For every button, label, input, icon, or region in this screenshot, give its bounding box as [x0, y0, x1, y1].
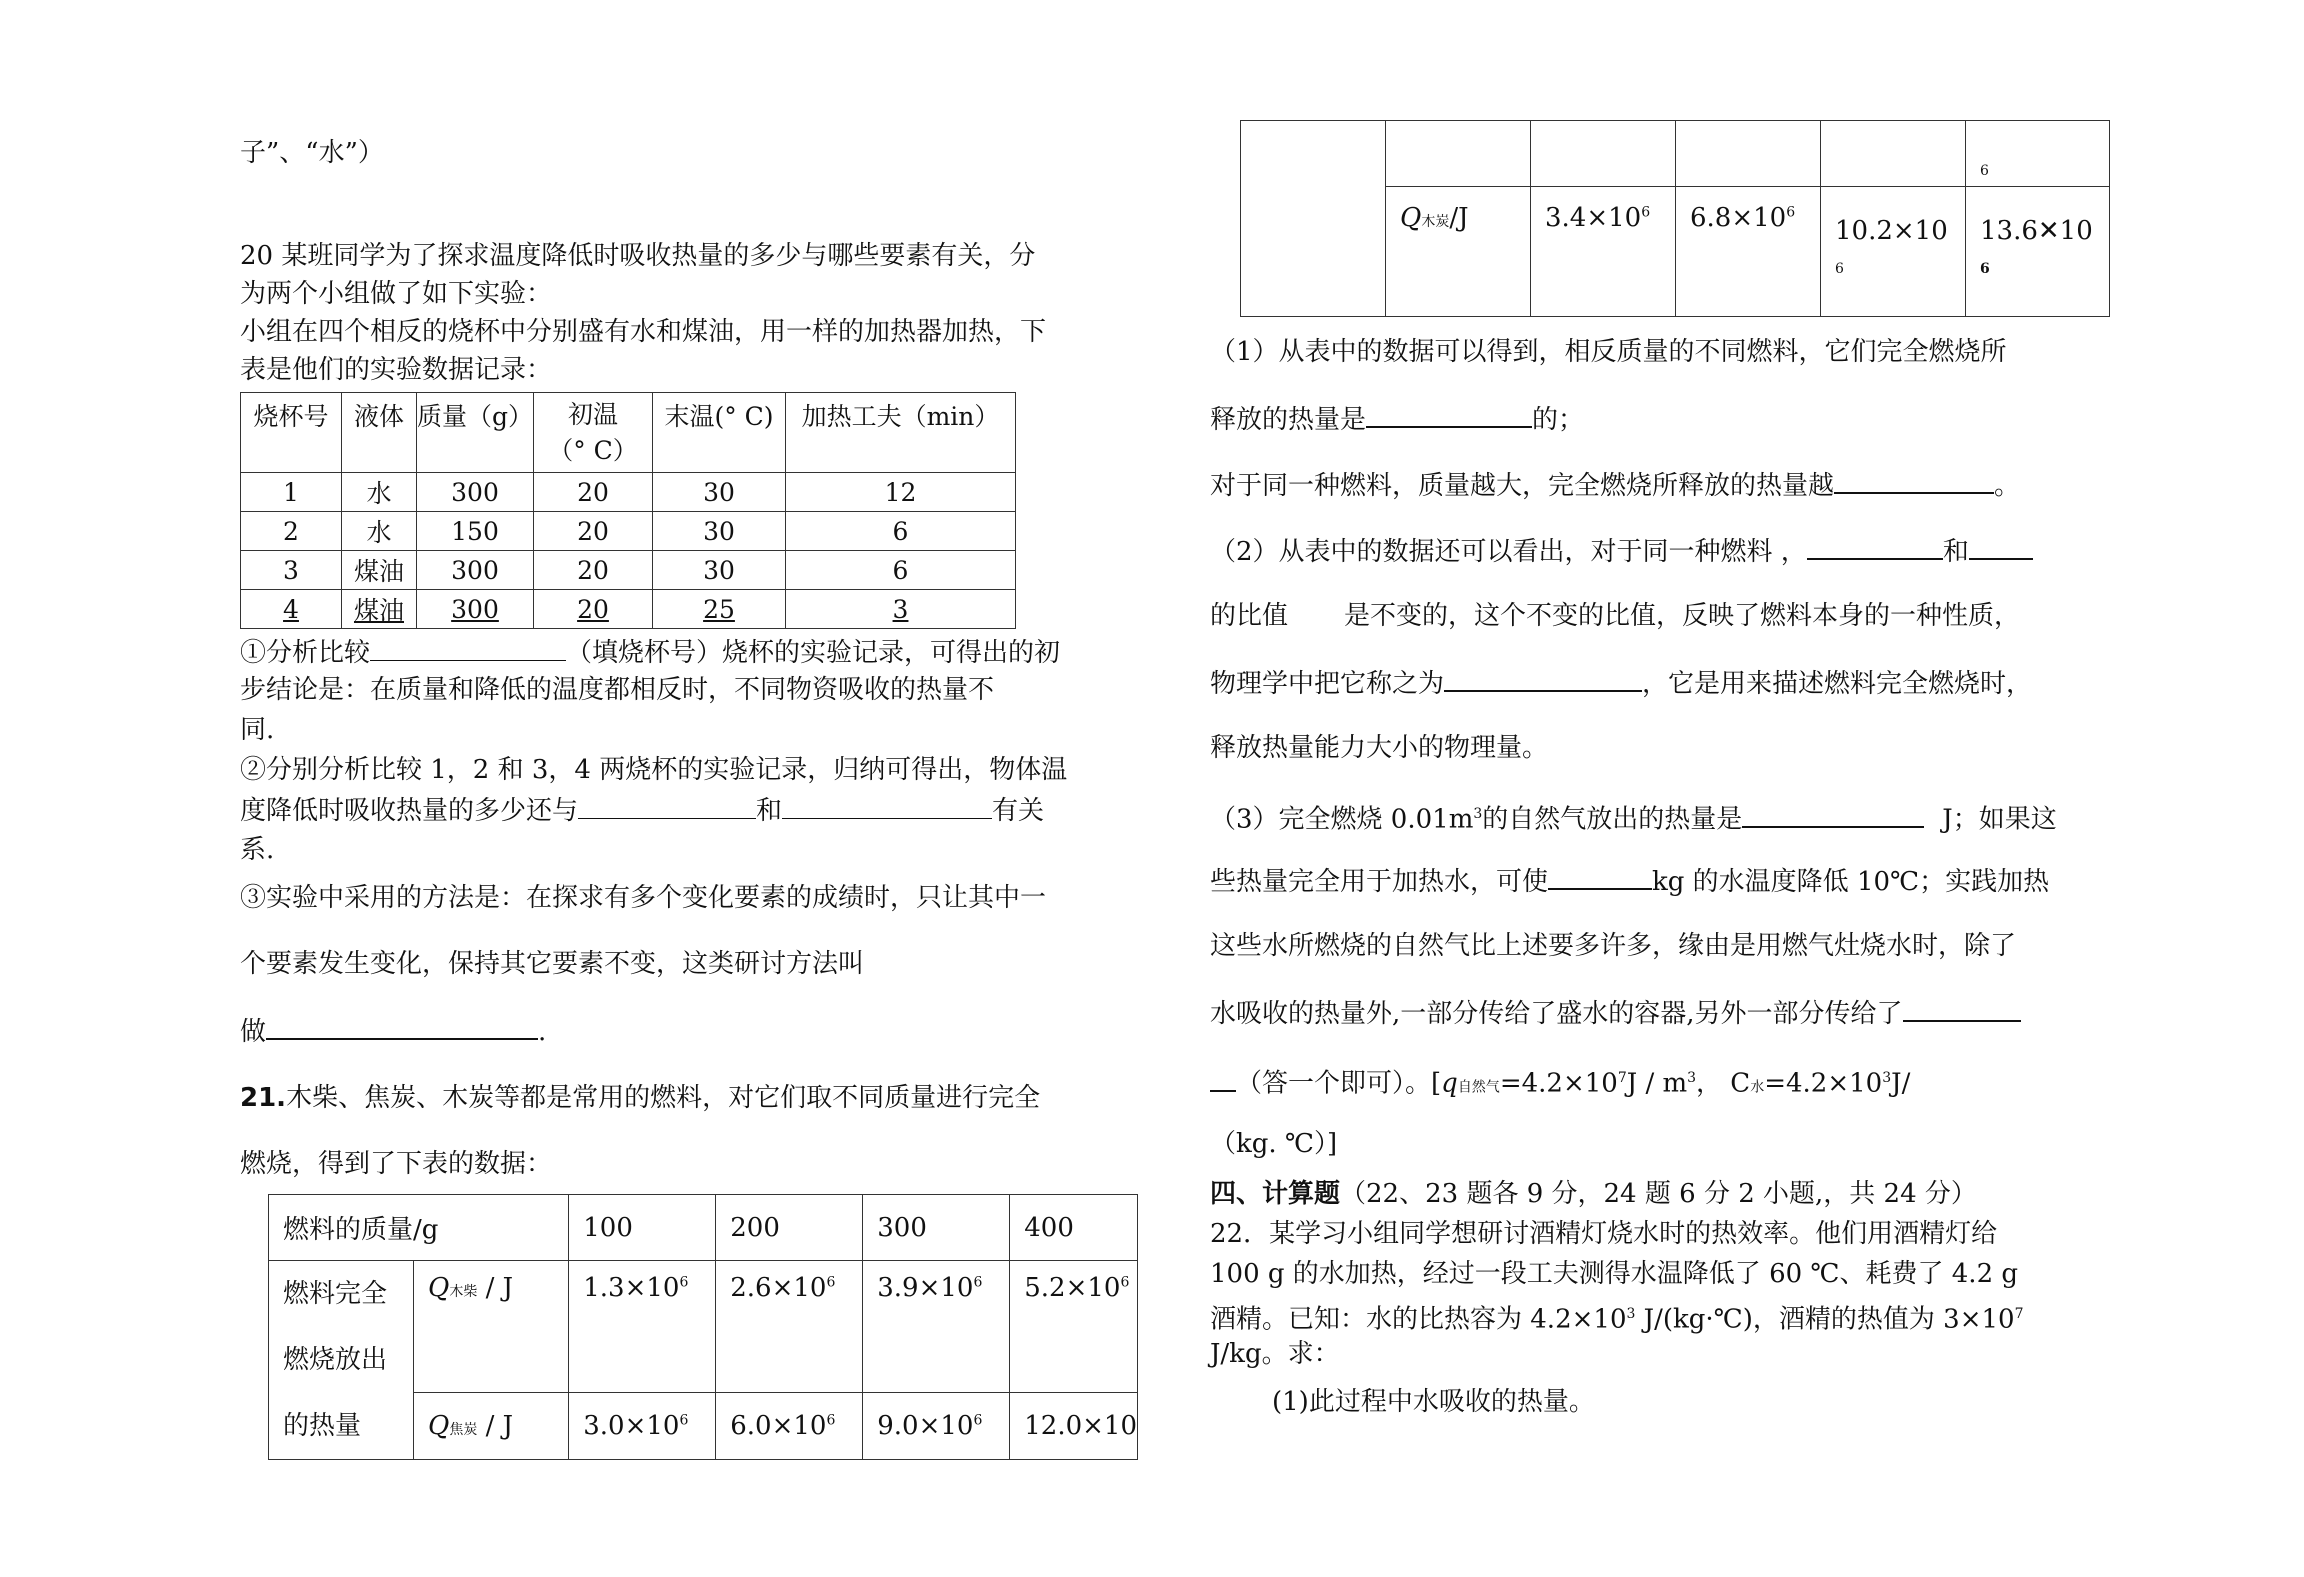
- s3-line6: （kg. ℃）]: [1210, 1129, 1338, 1159]
- s3-text-l: =4.2×10: [1764, 1068, 1883, 1099]
- p2-text-c: 和: [756, 796, 783, 826]
- cell: 2: [241, 512, 342, 551]
- q-unit: / J: [485, 1273, 514, 1303]
- coke-value: [569, 1392, 716, 1459]
- table-row: [241, 512, 1016, 551]
- s3-text-j: J / m: [1626, 1068, 1688, 1099]
- charcoal-value: [1821, 187, 1966, 317]
- mass-value: 400: [1010, 1195, 1138, 1261]
- answer-blank[interactable]: [782, 792, 992, 819]
- p3-text-c: 做: [240, 1017, 267, 1047]
- side-label-line: 燃料完全: [283, 1279, 388, 1309]
- s2-text-a: （2）从表中的数据还可以看出，对于同一种燃料 ，: [1210, 537, 1807, 567]
- value-text: 9.0×10: [877, 1410, 974, 1441]
- wood-value: [1010, 1261, 1138, 1393]
- cell: 4: [241, 590, 342, 629]
- superscript: 7: [2014, 1306, 2024, 1322]
- section4-heading: [1210, 1176, 1977, 1212]
- q20-desc-line1: 小组在四个相反的烧杯中分别盛有水和煤油，用一样的加热器加热，下: [240, 317, 1047, 347]
- p2-text-d: 有关: [992, 796, 1045, 826]
- s3-text-k: ， C: [1696, 1068, 1751, 1099]
- s3-text-d: 些热量完全用于加热水，可使: [1210, 867, 1549, 897]
- superscript: 3: [1882, 1070, 1892, 1086]
- q21-line1: [240, 1080, 1040, 1116]
- charcoal-value: [1676, 187, 1821, 317]
- q-unit: /J: [1449, 203, 1469, 233]
- empty-cell: [1386, 121, 1531, 187]
- value-text: 3.4×10: [1545, 203, 1642, 233]
- cell: 20: [534, 473, 653, 512]
- section4-note: （22、23 题各 9 分，24 题 6 分 2 小题,，共 24 分）: [1340, 1179, 1977, 1209]
- s3-line5: [1210, 1060, 1910, 1106]
- top-fragment: 子”、“水”）: [240, 138, 384, 168]
- s1-text-b: 释放的热量是: [1210, 405, 1367, 435]
- q21-fuel-table: [268, 1194, 1138, 1460]
- cell: 煤油: [342, 551, 417, 590]
- th-cup: 烧杯号: [241, 393, 342, 473]
- s2-text-f: ，它是用来描述燃料完全燃烧时，: [1642, 669, 2033, 699]
- q20-p1-line3: 同.: [240, 715, 275, 745]
- value-text: 3.9×10: [877, 1273, 974, 1303]
- answer-blank[interactable]: [1834, 466, 1994, 494]
- exponent: 6: [1120, 1274, 1130, 1291]
- q21-text1: 木柴、焦炭、木炭等都是常用的燃料，对它们取不同质量进行完全: [286, 1083, 1041, 1113]
- section4-title: 四、计算题: [1210, 1179, 1341, 1209]
- p1-text-b: （填烧杯号）烧杯的实验记录，可得出的初: [566, 638, 1061, 668]
- exponent: 6: [973, 1412, 983, 1429]
- value-text: 5.2×10: [1024, 1273, 1121, 1303]
- cell: 煤油: [342, 590, 417, 629]
- s3-text-i: =4.2×10: [1499, 1068, 1618, 1099]
- cell: 300: [417, 551, 534, 590]
- value-text: 1.3×10: [583, 1273, 680, 1303]
- q-unit: / J: [485, 1410, 514, 1441]
- subscript: 水: [1750, 1079, 1765, 1096]
- coke-value: [863, 1392, 1010, 1459]
- s1-line3: [1210, 466, 2020, 504]
- s1-text-c: 的；: [1532, 405, 1585, 435]
- value-text: 2.6×10: [730, 1273, 827, 1303]
- cell: 1: [241, 473, 342, 512]
- answer-blank[interactable]: [1444, 664, 1642, 692]
- mass-value: 300: [863, 1195, 1010, 1261]
- value-text: 13.6✕10: [1980, 216, 2093, 246]
- q-subscript: 木炭: [1421, 214, 1450, 230]
- th-init-temp-label: 初温: [567, 400, 618, 429]
- cell: 6: [786, 512, 1016, 551]
- cell: 3: [241, 551, 342, 590]
- mass-label: 燃料的质量/g: [269, 1195, 569, 1261]
- q20-p3-line2: 个要素发生变化，保持其它要素不变，这类研讨方法叫: [240, 949, 865, 979]
- q-subscript: 木柴: [449, 1284, 478, 1300]
- cell: 20: [534, 590, 653, 629]
- s1-line2: [1210, 400, 1584, 438]
- cell: 150: [417, 512, 534, 551]
- q20-intro-line2: 为两个小组做了如下实验：: [240, 279, 553, 309]
- answer-blank[interactable]: [578, 792, 756, 819]
- value-text: 6.0×10: [730, 1410, 827, 1441]
- q21-line2: 燃烧，得到了下表的数据：: [240, 1149, 553, 1179]
- side-label: [269, 1261, 414, 1460]
- s1-text-e: 。: [1994, 471, 2021, 501]
- exponent: 6: [679, 1412, 689, 1429]
- q20-p2-line3: 系.: [240, 835, 275, 865]
- table-row: [241, 551, 1016, 590]
- s3-text-g: 水吸收的热量外,一部分传给了盛水的容器,另外一部分传给了: [1210, 999, 1903, 1029]
- q-subscript: 自然气: [1457, 1079, 1500, 1096]
- s2-text-d: 是不变的，这个不变的比值，反映了燃料本身的一种性质，: [1344, 601, 2021, 631]
- answer-blank[interactable]: [1969, 532, 2033, 560]
- s3-text-c: J；如果这: [1942, 804, 2057, 835]
- q20-p2-line2: [240, 792, 1044, 829]
- q-coke-label: [414, 1392, 569, 1459]
- exponent: 6: [1786, 204, 1796, 221]
- table-row: [241, 473, 1016, 512]
- cell: 30: [653, 551, 786, 590]
- q-symbol: Q: [428, 1410, 450, 1441]
- exponent: 6: [826, 1412, 836, 1429]
- answer-blank[interactable]: [1210, 1064, 1236, 1092]
- cell: 3: [786, 590, 1016, 629]
- q22-text-d: J/(kg·℃)，酒精的热值为 3×10: [1635, 1304, 2015, 1335]
- s3-text-m: J/: [1891, 1068, 1911, 1099]
- q21-number: 21.: [240, 1083, 287, 1113]
- cell: 30: [653, 473, 786, 512]
- wood-value: [863, 1261, 1010, 1393]
- p2-text-b: 度降低时吸收热量的多少还与: [240, 796, 579, 826]
- exponent: 6: [826, 1274, 836, 1291]
- s2-text-e: 物理学中把它称之为: [1210, 669, 1445, 699]
- exponent: 6: [973, 1274, 983, 1291]
- coke-value: 12.0×10: [1010, 1392, 1138, 1459]
- cell: 6: [786, 551, 1016, 590]
- p3-text-d: .: [538, 1017, 547, 1047]
- empty-cell: [1531, 121, 1676, 187]
- th-heat-time: 加热工夫（min）: [786, 393, 1016, 473]
- th-final-temp: 末温(° C): [653, 393, 786, 473]
- q-symbol: Q: [1400, 203, 1422, 233]
- th-liquid: 液体: [342, 393, 417, 473]
- side-label-line: 的热量: [283, 1411, 362, 1441]
- cell: 30: [653, 512, 786, 551]
- superscript: 7: [1617, 1070, 1627, 1086]
- q22-text-c: 酒精。已知：水的比热容为 4.2×10: [1210, 1304, 1627, 1335]
- answer-blank[interactable]: [1548, 862, 1652, 890]
- superscript: 3: [1626, 1306, 1636, 1322]
- th-mass: 质量（g）: [417, 393, 534, 473]
- side-label-line: 燃烧放出: [283, 1345, 388, 1375]
- q20-p1-line2: 步结论是：在质量和降低的温度都相反时，不同物资吸收的热量不: [240, 675, 995, 705]
- empty-cell: [1676, 121, 1821, 187]
- cell: 水: [342, 473, 417, 512]
- q20-p3-line3: [240, 1012, 546, 1050]
- empty-cell: [1821, 121, 1966, 187]
- q-symbol: Q: [428, 1273, 450, 1303]
- exponent: 6: [679, 1274, 689, 1291]
- answer-blank[interactable]: [266, 1012, 538, 1040]
- cell: 300: [417, 473, 534, 512]
- s3-line3: 这些水所燃烧的自然气比上述要多许多，缘由是用燃气灶烧水时，除了: [1210, 931, 2017, 961]
- q20-p3-line1: ③实验中采用的方法是：在探求有多个变化要素的成绩时，只让其中一: [240, 883, 1047, 913]
- s3-line1: [1210, 796, 2057, 838]
- mass-value: 200: [716, 1195, 863, 1261]
- charcoal-value: [1966, 187, 2110, 317]
- q22-line3: [1210, 1296, 2024, 1338]
- coke-value: [716, 1392, 863, 1459]
- cell: 25: [653, 590, 786, 629]
- answer-blank[interactable]: [1366, 400, 1532, 428]
- q20-desc-line2: 表是他们的实验数据记录：: [240, 355, 553, 385]
- value-text: 10.2×10: [1835, 216, 1948, 246]
- answer-blank[interactable]: [1903, 994, 2021, 1022]
- answer-blank[interactable]: [1742, 800, 1924, 828]
- superscript: 3: [1687, 1070, 1697, 1086]
- q21-table-continued: [1240, 120, 2110, 317]
- mass-value: 100: [569, 1195, 716, 1261]
- q-subscript: 焦炭: [449, 1421, 478, 1438]
- s2-line4: 释放热量能力大小的物理量。: [1210, 733, 1549, 763]
- s3-line4: [1210, 994, 2021, 1032]
- p1-text-a: ①分析比较: [240, 638, 371, 668]
- cell: 水: [342, 512, 417, 551]
- exponent: 6: [1835, 261, 1844, 277]
- q-symbol: q: [1441, 1068, 1458, 1099]
- exponent: 6: [1980, 261, 1990, 277]
- s3-line2: [1210, 862, 2049, 900]
- s1-line1: （1）从表中的数据可以得到，相反质量的不同燃料，它们完全燃烧所: [1210, 337, 2007, 367]
- answer-blank[interactable]: [370, 634, 566, 661]
- s1-text-d: 对于同一种燃料，质量越大，完全燃烧所释放的热量越: [1210, 471, 1835, 501]
- answer-blank[interactable]: [1807, 532, 1943, 560]
- q20-intro-line1: 20 某班同学为了探求温度降低时吸收热量的多少与哪些要素有关，分: [240, 241, 1036, 271]
- s2-line3: [1210, 664, 2032, 702]
- s3-text-h: （答一个即可）。[: [1236, 1068, 1442, 1099]
- exponent: 6: [1641, 204, 1651, 221]
- q22-line1: 22．某学习小组同学想研讨酒精灯烧水时的热效率。他们用酒精灯给: [1210, 1219, 1998, 1249]
- cell: 12: [786, 473, 1016, 512]
- s2-line1: [1210, 532, 2033, 570]
- q20-data-table: [240, 392, 1016, 629]
- q22-line4: J/kg。求：: [1210, 1339, 1340, 1369]
- value-text: 6.8×10: [1690, 203, 1787, 233]
- th-init-temp-unit: （° C）: [548, 436, 638, 465]
- s3-text-b: 的自然气放出的热量是: [1482, 804, 1743, 835]
- s2-text-b: 和: [1942, 537, 1969, 567]
- s2-line2: [1210, 598, 2020, 634]
- q-charcoal-label: [1386, 187, 1531, 317]
- table-row: [241, 590, 1016, 629]
- cell: 20: [534, 551, 653, 590]
- q-wood-label: [414, 1261, 569, 1393]
- cell: 300: [417, 590, 534, 629]
- th-init-temp: [534, 393, 653, 473]
- q22-line5: (1)此过程中水吸收的热量。: [1272, 1387, 1595, 1417]
- cell: 20: [534, 512, 653, 551]
- q20-p1-line1: [240, 634, 1060, 671]
- s3-text-a: （3）完全燃烧 0.01m: [1210, 804, 1474, 835]
- s2-text-c: 的比值: [1210, 601, 1289, 631]
- s3-text-e: kg 的水温度降低 10℃；实践加热: [1652, 867, 2050, 897]
- q20-p2-line1: ②分别分析比较 1，2 和 3，4 两烧杯的实验记录，归纳可得出，物体温: [240, 755, 1068, 785]
- charcoal-value: [1531, 187, 1676, 317]
- wood-value: [716, 1261, 863, 1393]
- value-text: 3.0×10: [583, 1410, 680, 1441]
- exponent: 6: [1980, 163, 1989, 179]
- exp-carry-cell: [1966, 121, 2110, 187]
- superscript: 3: [1473, 806, 1483, 822]
- wood-value: [569, 1261, 716, 1393]
- q22-line2: 100 g 的水加热，经过一段工夫测得水温降低了 60 ℃、耗费了 4.2 g: [1210, 1259, 2019, 1289]
- side-cell-empty: [1241, 121, 1386, 317]
